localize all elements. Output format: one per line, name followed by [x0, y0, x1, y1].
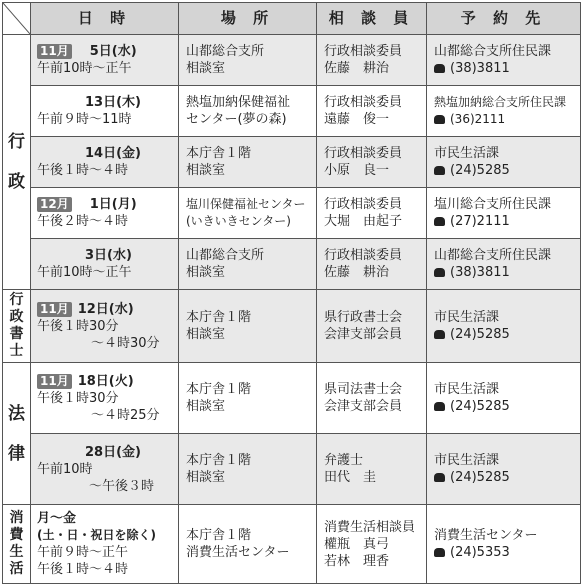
datetime-cell: 28日(金) 午前10時 〜午後３時: [31, 434, 179, 505]
telephone-icon: [434, 402, 445, 411]
consultant-cell: 行政相談委員 佐藤 耕治: [317, 239, 427, 290]
telephone-icon: [434, 548, 445, 557]
header-datetime: 日 時: [31, 3, 179, 35]
table-row: [3, 505, 581, 584]
table-row: [3, 137, 581, 188]
table-row: [3, 86, 581, 137]
header-reservation: 予 約 先: [427, 3, 581, 35]
table-row: [3, 188, 581, 239]
place-cell: 本庁舎１階 消費生活センター: [179, 505, 317, 584]
datetime-cell: 12月 1日(月) 午後２時〜４時: [31, 188, 179, 239]
category-shohi: 消 費 生 活: [3, 505, 31, 584]
table-row: [3, 239, 581, 290]
month-badge: 11月: [37, 302, 72, 317]
telephone-icon: [434, 330, 445, 339]
datetime-cell: 11月 12日(水) 午後１時30分 〜４時30分: [31, 290, 179, 363]
place-cell: 本庁舎１階 相談室: [179, 434, 317, 505]
reservation-cell: 市民生活課 (24)5285: [427, 137, 581, 188]
header-row: [3, 3, 581, 35]
telephone-icon: [434, 217, 445, 226]
reservation-cell: 市民生活課 (24)5285: [427, 363, 581, 434]
datetime-cell: 14日(金) 午後１時〜４時: [31, 137, 179, 188]
place-cell: 熱塩加納保健福祉 センター(夢の森): [179, 86, 317, 137]
telephone-icon: [434, 268, 445, 277]
table-row: [3, 290, 581, 363]
month-badge: 11月: [37, 44, 72, 59]
reservation-cell: 市民生活課 (24)5285: [427, 290, 581, 363]
place-cell: 本庁舎１階 相談室: [179, 290, 317, 363]
header-consultant: 相 談 員: [317, 3, 427, 35]
datetime-cell: 11月 5日(水) 午前10時〜正午: [31, 35, 179, 86]
consultant-cell: 県司法書士会 会津支部会員: [317, 363, 427, 434]
reservation-cell: 山都総合支所住民課 (38)3811: [427, 35, 581, 86]
reservation-cell: 消費生活センター (24)5353: [427, 505, 581, 584]
reservation-cell: 塩川総合支所住民課 (27)2111: [427, 188, 581, 239]
telephone-icon: [434, 64, 445, 73]
month-badge: 12月: [37, 197, 72, 212]
place-cell: 山都総合支所 相談室: [179, 35, 317, 86]
table-row: [3, 434, 581, 505]
consultant-cell: 行政相談委員 遠藤 俊一: [317, 86, 427, 137]
reservation-cell: 市民生活課 (24)5285: [427, 434, 581, 505]
place-cell: 山都総合支所 相談室: [179, 239, 317, 290]
consultant-cell: 消費生活相談員 權瓶 真弓 若林 理香: [317, 505, 427, 584]
datetime-cell: 3日(水) 午前10時〜正午: [31, 239, 179, 290]
consultant-cell: 行政相談委員 佐藤 耕治: [317, 35, 427, 86]
reservation-cell: 熱塩加納総合支所住民課 (36)2111: [427, 86, 581, 137]
consultant-cell: 県行政書士会 会津支部会員: [317, 290, 427, 363]
datetime-cell: 13日(木) 午前９時〜11時: [31, 86, 179, 137]
consultant-cell: 行政相談委員 小原 良一: [317, 137, 427, 188]
place-cell: 本庁舎１階 相談室: [179, 137, 317, 188]
datetime-cell: 11月 18日(火) 午後１時30分 〜４時25分: [31, 363, 179, 434]
category-gyoseishoshi: 行 政 書 士: [3, 290, 31, 363]
category-gyosei: 行 政: [3, 35, 31, 290]
reservation-cell: 山都総合支所住民課 (38)3811: [427, 239, 581, 290]
telephone-icon: [434, 166, 445, 175]
header-place: 場 所: [179, 3, 317, 35]
table-row: [3, 363, 581, 434]
place-cell: 本庁舎１階 相談室: [179, 363, 317, 434]
consultant-cell: 行政相談委員 大堀 由起子: [317, 188, 427, 239]
telephone-icon: [434, 473, 445, 482]
consultant-cell: 弁護士 田代 圭: [317, 434, 427, 505]
month-badge: 11月: [37, 374, 72, 389]
telephone-icon: [434, 115, 445, 124]
datetime-cell: 月〜金 (土・日・祝日を除く) 午前９時〜正午 午後１時〜４時: [31, 505, 179, 584]
consultation-schedule-table: [2, 2, 581, 584]
table-row: [3, 35, 581, 86]
place-cell: 塩川保健福祉センター (いきいきセンター): [179, 188, 317, 239]
header-corner: [3, 3, 31, 35]
category-horitsu: 法 律: [3, 363, 31, 505]
